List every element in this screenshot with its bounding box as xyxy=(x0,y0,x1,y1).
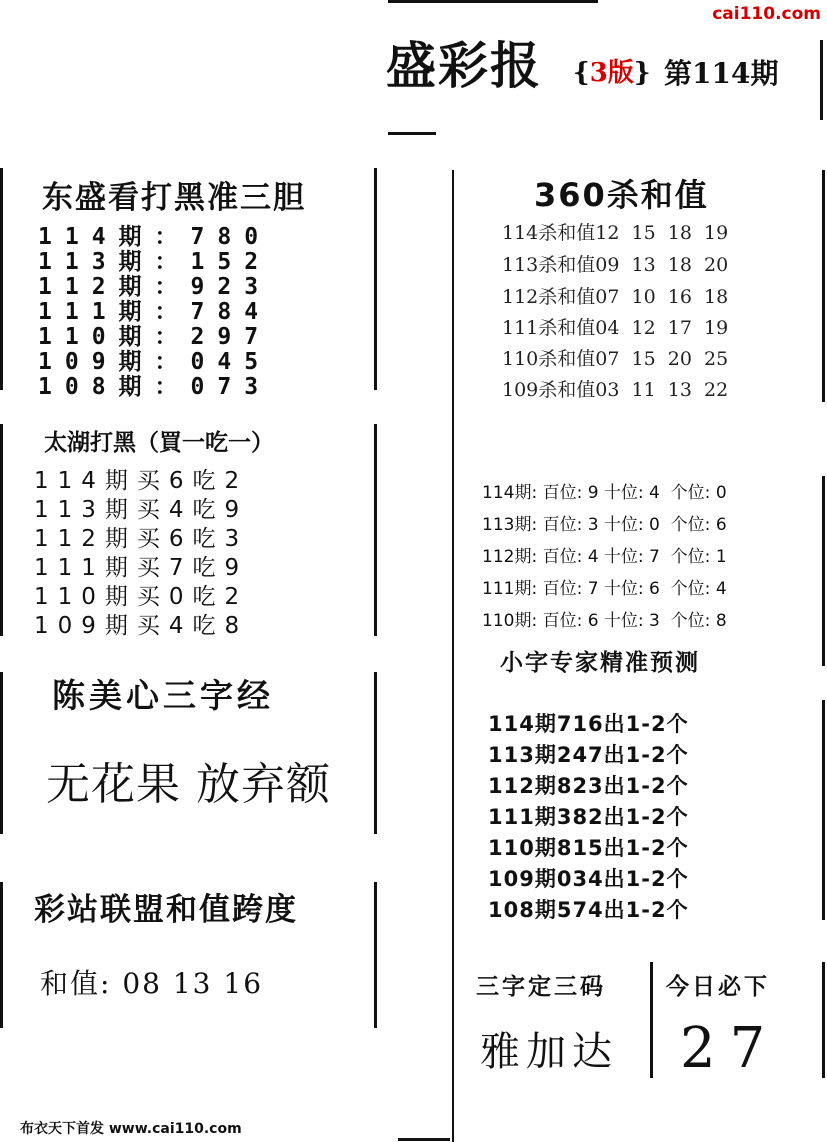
r3-right-rule xyxy=(822,700,825,920)
s3-left-rule xyxy=(0,672,3,834)
header-right-rule xyxy=(820,40,823,120)
s4-left-rule xyxy=(0,882,3,1028)
r4-divider-rule xyxy=(650,962,653,1078)
page-title: 盛彩报 xyxy=(386,36,542,95)
r3-row: 113期247出1-2个 xyxy=(488,743,689,767)
s1-row: 108期：073 xyxy=(38,374,272,400)
s1-row: 114期：780 xyxy=(38,224,272,250)
s1-title: 东盛看打黑准三胆 xyxy=(42,180,306,216)
r2-right-rule xyxy=(822,476,825,666)
s1-row: 110期：297 xyxy=(38,324,272,350)
r3-row: 110期815出1-2个 xyxy=(488,836,689,860)
header-dash xyxy=(388,132,436,135)
s2-row: 112期买6吃3 xyxy=(34,526,249,552)
s2-row: 110期买0吃2 xyxy=(34,584,249,610)
r2-row: 111期: 百位: 7 十位: 6 个位: 4 xyxy=(482,579,727,599)
r1-title: 360杀和值 xyxy=(534,176,709,214)
r3-row: 114期716出1-2个 xyxy=(488,712,689,736)
edition-text: 3版 xyxy=(589,58,634,88)
site-tag: cai110.com xyxy=(712,4,821,24)
r4-title-b: 今日必下 xyxy=(666,974,770,1000)
s3-right-rule xyxy=(374,672,377,834)
r4-value-b: 27 xyxy=(680,1016,780,1081)
r4-value-a: 雅加达 xyxy=(480,1029,618,1075)
r2-row: 113期: 百位: 3 十位: 0 个位: 6 xyxy=(482,515,727,535)
r3-row: 111期382出1-2个 xyxy=(488,805,689,829)
s1-right-rule xyxy=(374,168,377,390)
r2-row: 110期: 百位: 6 十位: 3 个位: 8 xyxy=(482,611,727,631)
center-rule xyxy=(452,170,454,1142)
s2-row: 111期买7吃9 xyxy=(34,555,249,581)
r3-row: 108期574出1-2个 xyxy=(488,898,689,922)
s2-row: 114期买6吃2 xyxy=(34,468,249,494)
s2-right-rule xyxy=(374,424,377,636)
s2-left-rule xyxy=(0,424,3,636)
r3-row: 109期034出1-2个 xyxy=(488,867,689,891)
r1-row: 111杀和值04 12 17 19 xyxy=(502,317,729,339)
s4-title: 彩站联盟和值跨度 xyxy=(34,892,298,928)
s2-title: 太湖打黑（買一吃一） xyxy=(44,430,274,456)
s1-row: 111期：784 xyxy=(38,299,272,325)
r1-row: 110杀和值07 15 20 25 xyxy=(502,348,729,370)
s1-row: 109期：045 xyxy=(38,349,272,375)
s2-row: 113期买4吃9 xyxy=(34,497,249,523)
edition-open-brace: { xyxy=(573,58,590,88)
edition-label xyxy=(573,52,651,89)
s4-text: 和值: 08 13 16 xyxy=(40,967,264,1000)
r1-row: 109杀和值03 11 13 22 xyxy=(502,379,729,401)
r4-title-a: 三字定三码 xyxy=(476,974,606,1000)
s1-left-rule xyxy=(0,168,3,390)
issue-number: 第114期 xyxy=(664,57,779,90)
r4-right-rule xyxy=(822,962,825,1078)
s3-text: 无花果 放弃额 xyxy=(46,759,331,810)
r1-row: 113杀和值09 13 18 20 xyxy=(502,254,729,276)
r2-row: 112期: 百位: 4 十位: 7 个位: 1 xyxy=(482,547,727,567)
r1-row: 112杀和值07 10 16 18 xyxy=(502,286,729,308)
s3-title: 陈美心三字经 xyxy=(52,676,274,715)
r1-right-rule xyxy=(822,170,825,402)
r3-row: 112期823出1-2个 xyxy=(488,774,689,798)
r2-title: 小字专家精准预测 xyxy=(500,650,700,676)
s1-row: 113期：152 xyxy=(38,249,272,275)
r1-row: 114杀和值12 15 18 19 xyxy=(502,222,729,244)
s4-right-rule xyxy=(374,882,377,1028)
bottom-rule xyxy=(398,1138,450,1141)
header-top-rule xyxy=(388,0,598,3)
r2-row: 114期: 百位: 9 十位: 4 个位: 0 xyxy=(482,483,727,503)
edition-close-brace: } xyxy=(633,58,651,88)
s1-row: 112期：923 xyxy=(38,274,272,300)
s2-row: 109期买4吃8 xyxy=(34,613,249,639)
footer-text: 布衣天下首发 www.cai110.com xyxy=(20,1121,242,1137)
